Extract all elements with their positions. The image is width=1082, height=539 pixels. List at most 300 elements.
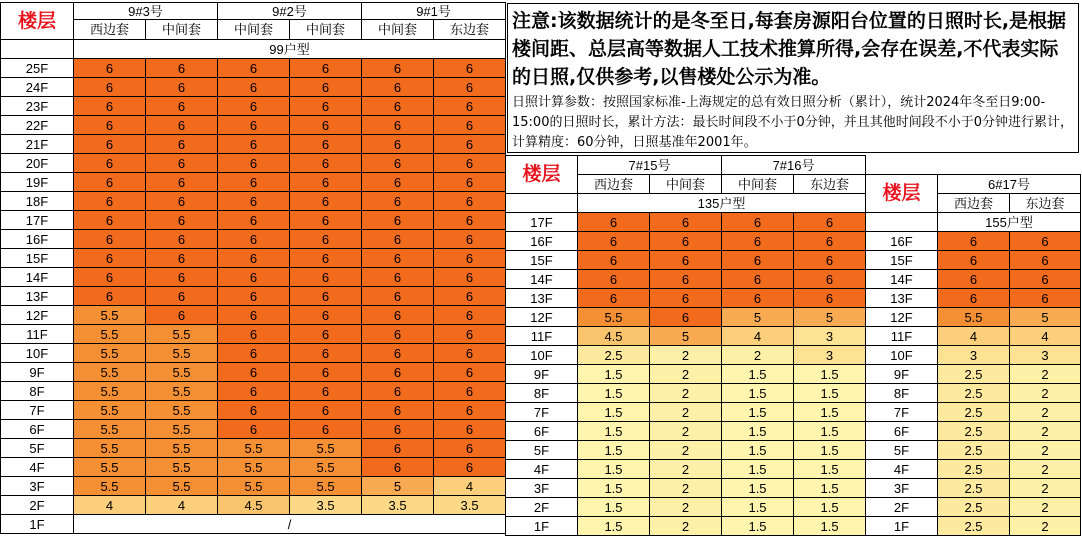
- sunlight-hours-cell: 2.5: [938, 460, 1010, 479]
- blank-cell: [506, 194, 578, 213]
- floor-label: 7F: [866, 403, 938, 422]
- table-row: [506, 232, 866, 251]
- sunlight-hours-cell: 1.5: [578, 460, 650, 479]
- table-row: [1, 363, 506, 382]
- sunlight-hours-cell: 6: [434, 306, 506, 325]
- sunlight-hours-cell: 1.5: [722, 403, 794, 422]
- table-row: [1, 78, 506, 97]
- table-row: [1, 344, 506, 363]
- sunlight-hours-cell: 1.5: [722, 422, 794, 441]
- sunlight-hours-cell: 2: [1010, 422, 1081, 441]
- sunlight-hours-cell: 4.5: [218, 496, 290, 515]
- floor-label: 13F: [506, 289, 578, 308]
- sunlight-hours-cell: 4: [74, 496, 146, 515]
- table-row: [866, 479, 1081, 498]
- sunlight-hours-cell: 1.5: [722, 517, 794, 536]
- table-row: [1, 287, 506, 306]
- sunlight-hours-cell: 6: [218, 287, 290, 306]
- blank-cell: [866, 213, 938, 232]
- table-row: [866, 441, 1081, 460]
- table-row: [506, 498, 866, 517]
- sunlight-hours-cell: 5: [362, 477, 434, 496]
- sunlight-hours-cell: 1.5: [578, 517, 650, 536]
- floor-label: 8F: [1, 382, 74, 401]
- table-row: [866, 384, 1081, 403]
- sunlight-hours-cell: 6: [146, 173, 218, 192]
- table-row: [1, 59, 506, 78]
- sunlight-hours-cell: 3: [794, 327, 866, 346]
- table-row: [1, 249, 506, 268]
- table-row: [866, 422, 1081, 441]
- building-header: 9#2号: [218, 3, 362, 20]
- sunlight-hours-cell: 6: [218, 78, 290, 97]
- sunlight-hours-cell: 6: [74, 78, 146, 97]
- table-row: [1, 401, 506, 420]
- sunlight-hours-cell: 6: [218, 344, 290, 363]
- sunlight-hours-cell: 6: [290, 268, 362, 287]
- sunlight-hours-cell: 6: [434, 97, 506, 116]
- floor-label: 4F: [866, 460, 938, 479]
- floor-label: 6F: [866, 422, 938, 441]
- sunlight-hours-cell: 6: [362, 211, 434, 230]
- sunlight-hours-cell: 6: [362, 59, 434, 78]
- sunlight-hours-cell: 6: [794, 270, 866, 289]
- sunlight-hours-cell: 5: [650, 327, 722, 346]
- sunlight-hours-cell: 1.5: [794, 422, 866, 441]
- sunlight-hours-cell: 6: [146, 154, 218, 173]
- sunlight-hours-cell: 2.5: [938, 365, 1010, 384]
- sunlight-hours-cell: 6: [74, 116, 146, 135]
- sunlight-hours-cell: 6: [290, 325, 362, 344]
- floor-label: 3F: [506, 479, 578, 498]
- floor-label: 10F: [506, 346, 578, 365]
- sunlight-hours-cell: 6: [146, 116, 218, 135]
- floor-label: 18F: [1, 192, 74, 211]
- table-row: [866, 327, 1081, 346]
- sunlight-hours-cell: 4: [722, 327, 794, 346]
- sunlight-hours-cell: 1.5: [794, 365, 866, 384]
- sunlight-hours-cell: 5.5: [146, 477, 218, 496]
- table-row: [506, 308, 866, 327]
- unit-header: 东边套: [794, 175, 866, 194]
- sunlight-hours-cell: 6: [1010, 251, 1081, 270]
- sunlight-hours-cell: 6: [362, 306, 434, 325]
- sunlight-hours-cell: 2.5: [938, 422, 1010, 441]
- floor-label: 4F: [1, 458, 74, 477]
- sunlight-hours-cell: 6: [290, 211, 362, 230]
- sunlight-hours-cell: 1.5: [578, 403, 650, 422]
- sunlight-hours-cell: 6: [362, 78, 434, 97]
- sunlight-hours-cell: 5: [722, 308, 794, 327]
- sunlight-hours-cell: 3.5: [290, 496, 362, 515]
- floor-label: 4F: [506, 460, 578, 479]
- sunlight-hours-cell: 1.5: [794, 384, 866, 403]
- table-row: [1, 154, 506, 173]
- sunlight-hours-cell: 6: [362, 135, 434, 154]
- sunlight-hours-cell: 3.5: [434, 496, 506, 515]
- sunlight-hours-cell: 6: [74, 230, 146, 249]
- sunlight-hours-cell: 1.5: [578, 441, 650, 460]
- sunlight-hours-cell: 6: [434, 268, 506, 287]
- sunlight-hours-cell: 6: [218, 173, 290, 192]
- sunlight-hours-cell: 6: [938, 251, 1010, 270]
- sunlight-hours-cell: 2.5: [938, 479, 1010, 498]
- floor-label: 15F: [506, 251, 578, 270]
- sunlight-hours-cell: 6: [362, 344, 434, 363]
- sunlight-hours-cell: 6: [434, 287, 506, 306]
- sunlight-hours-cell: 6: [290, 344, 362, 363]
- sunlight-hours-cell: 4: [938, 327, 1010, 346]
- table-row: [506, 441, 866, 460]
- sunlight-hours-cell: 6: [362, 382, 434, 401]
- sunlight-hours-cell: 6: [74, 268, 146, 287]
- sunlight-hours-cell: 6: [146, 268, 218, 287]
- sunlight-hours-cell: 6: [434, 59, 506, 78]
- sunlight-hours-cell: 6: [74, 192, 146, 211]
- sunlight-hours-cell: 6: [362, 97, 434, 116]
- table-row: [866, 308, 1081, 327]
- sunlight-hours-cell: 5.5: [74, 306, 146, 325]
- floor-header: 楼层: [866, 175, 938, 213]
- sunlight-hours-cell: 6: [1010, 270, 1081, 289]
- sunlight-hours-cell: 1.5: [578, 422, 650, 441]
- sunlight-hours-cell: 5.5: [74, 363, 146, 382]
- floor-label: 17F: [1, 211, 74, 230]
- sunlight-hours-cell: 6: [434, 382, 506, 401]
- unit-header: 西边套: [938, 194, 1010, 213]
- sunlight-hours-cell: 2: [1010, 403, 1081, 422]
- sunlight-hours-cell: 2: [1010, 479, 1081, 498]
- sunlight-hours-cell: 6: [650, 308, 722, 327]
- sunlight-hours-cell: 1.5: [578, 479, 650, 498]
- sunlight-hours-cell: 6: [650, 232, 722, 251]
- floor-label: 9F: [506, 365, 578, 384]
- sunlight-hours-cell: 6: [74, 249, 146, 268]
- sunlight-hours-cell: 1.5: [794, 441, 866, 460]
- sunlight-hours-cell: 6: [146, 192, 218, 211]
- sunlight-hours-cell: 6: [218, 154, 290, 173]
- sunlight-hours-cell: 1.5: [578, 384, 650, 403]
- sunlight-hours-cell: 5.5: [578, 308, 650, 327]
- table-row: [506, 270, 866, 289]
- building-header: 7#16号: [722, 156, 866, 175]
- floor-label: 16F: [506, 232, 578, 251]
- sunlight-hours-cell: 6: [434, 154, 506, 173]
- sunlight-hours-cell: 6: [290, 401, 362, 420]
- sunlight-hours-cell: 6: [434, 211, 506, 230]
- unit-header: 西边套: [74, 20, 146, 40]
- sunlight-hours-cell: 1.5: [722, 384, 794, 403]
- sunlight-hours-cell: 6: [218, 116, 290, 135]
- sunlight-hours-cell: 3: [794, 346, 866, 365]
- floor-label: 21F: [1, 135, 74, 154]
- floor-label: 22F: [1, 116, 74, 135]
- sunlight-hours-cell: 5.5: [218, 477, 290, 496]
- sunlight-hours-cell: 6: [938, 289, 1010, 308]
- unit-type-header: 99户型: [74, 40, 506, 59]
- sunlight-hours-cell: 5.5: [146, 420, 218, 439]
- sunlight-hours-cell: 5.5: [146, 363, 218, 382]
- unit-header: 西边套: [578, 175, 650, 194]
- floor-label: 7F: [506, 403, 578, 422]
- sunlight-hours-cell: 6: [362, 325, 434, 344]
- floor-label: 1F: [866, 517, 938, 536]
- floor-label: 17F: [506, 213, 578, 232]
- sunlight-hours-cell: 6: [1010, 232, 1081, 251]
- table-row: [1, 325, 506, 344]
- floor-label: 16F: [866, 232, 938, 251]
- table-row: [1, 477, 506, 496]
- floor-label: 15F: [1, 249, 74, 268]
- floor-label: 6F: [506, 422, 578, 441]
- sunlight-hours-cell: 3: [1010, 346, 1081, 365]
- table-row: [506, 213, 866, 232]
- floor-label: 3F: [1, 477, 74, 496]
- sunlight-hours-cell: 2.5: [938, 384, 1010, 403]
- building-header: 9#3号: [74, 3, 218, 20]
- sunlight-hours-cell: 6: [650, 213, 722, 232]
- sunlight-hours-cell: 6: [290, 192, 362, 211]
- sunlight-table-155: [865, 174, 1081, 536]
- floor-label: 25F: [1, 59, 74, 78]
- sunlight-table-135: [505, 155, 866, 536]
- blank-cell: [1, 40, 74, 59]
- unit-type-header: 135户型: [578, 194, 866, 213]
- sunlight-hours-cell: 6: [218, 249, 290, 268]
- table-row: [506, 517, 866, 536]
- sunlight-hours-cell: 6: [434, 192, 506, 211]
- sunlight-hours-cell: 6: [434, 78, 506, 97]
- sunlight-hours-cell: 6: [74, 97, 146, 116]
- sunlight-hours-cell: 6: [434, 116, 506, 135]
- table-row: [506, 346, 866, 365]
- sunlight-hours-cell: 6: [290, 97, 362, 116]
- table-row: [506, 403, 866, 422]
- floor-label: 9F: [866, 365, 938, 384]
- sunlight-hours-cell: 6: [434, 325, 506, 344]
- floor-label: 8F: [506, 384, 578, 403]
- floor-label: 1F: [506, 517, 578, 536]
- sunlight-hours-cell: 2: [650, 460, 722, 479]
- sunlight-hours-cell: 5.5: [146, 439, 218, 458]
- sunlight-hours-cell: 6: [74, 154, 146, 173]
- sunlight-hours-cell: 2: [650, 441, 722, 460]
- sunlight-hours-cell: 1.5: [722, 498, 794, 517]
- floor-label: 3F: [866, 479, 938, 498]
- sunlight-hours-cell: 6: [578, 289, 650, 308]
- floor-label: 5F: [1, 439, 74, 458]
- sunlight-hours-cell: 5.5: [146, 325, 218, 344]
- sunlight-hours-cell: 5.5: [74, 325, 146, 344]
- floor-label: 10F: [866, 346, 938, 365]
- sunlight-hours-cell: 6: [938, 232, 1010, 251]
- table-body: [1, 3, 506, 534]
- sunlight-hours-cell: 6: [362, 154, 434, 173]
- floor-label: 15F: [866, 251, 938, 270]
- table-row: [1, 135, 506, 154]
- sunlight-hours-cell: 6: [290, 59, 362, 78]
- sunlight-hours-cell: 6: [218, 192, 290, 211]
- table-row: [866, 403, 1081, 422]
- sunlight-hours-cell: 2: [650, 422, 722, 441]
- sunlight-hours-cell: 6: [794, 232, 866, 251]
- sunlight-hours-cell: 6: [146, 59, 218, 78]
- sunlight-hours-cell: 6: [722, 232, 794, 251]
- sunlight-hours-cell: 6: [362, 230, 434, 249]
- floor-label: 16F: [1, 230, 74, 249]
- sunlight-hours-cell: 6: [218, 363, 290, 382]
- table-row: [1, 458, 506, 477]
- table-row: [1, 515, 506, 534]
- sunlight-hours-cell: 2: [1010, 441, 1081, 460]
- sunlight-hours-cell: 6: [362, 192, 434, 211]
- table-row: [1, 306, 506, 325]
- sunlight-hours-cell: 6: [362, 249, 434, 268]
- sunlight-hours-cell: 5.5: [290, 477, 362, 496]
- sunlight-hours-cell: 5.5: [74, 420, 146, 439]
- floor-label: 2F: [506, 498, 578, 517]
- sunlight-hours-cell: 6: [218, 135, 290, 154]
- sunlight-hours-cell: 6: [218, 420, 290, 439]
- sunlight-hours-cell: 6: [722, 270, 794, 289]
- sunlight-hours-cell: 6: [218, 306, 290, 325]
- sunlight-hours-cell: 6: [794, 213, 866, 232]
- floor-label: 13F: [1, 287, 74, 306]
- table-row: [866, 517, 1081, 536]
- sunlight-hours-cell: 6: [290, 382, 362, 401]
- table-row: [506, 422, 866, 441]
- sunlight-hours-cell: 6: [578, 232, 650, 251]
- sunlight-hours-cell: 6: [146, 306, 218, 325]
- sunlight-hours-cell: 6: [434, 344, 506, 363]
- sunlight-hours-cell: 6: [146, 249, 218, 268]
- floor-label: 14F: [1, 268, 74, 287]
- sunlight-hours-cell: 2: [650, 498, 722, 517]
- unit-header: 中间套: [290, 20, 362, 40]
- table-row: [1, 97, 506, 116]
- unit-type-header: 155户型: [938, 213, 1081, 232]
- unit-header: 中间套: [218, 20, 290, 40]
- sunlight-hours-cell: 6: [362, 268, 434, 287]
- sunlight-hours-cell: 6: [1010, 289, 1081, 308]
- sunlight-hours-cell: 6: [218, 97, 290, 116]
- table-row: [1, 420, 506, 439]
- table-row: [866, 346, 1081, 365]
- sunlight-hours-cell: 4: [146, 496, 218, 515]
- sunlight-hours-cell: 6: [794, 289, 866, 308]
- floor-label: 24F: [1, 78, 74, 97]
- table-row: [506, 251, 866, 270]
- notice-box: [507, 3, 1079, 153]
- table-row: [506, 384, 866, 403]
- sunlight-hours-cell: 5.5: [290, 439, 362, 458]
- table-row: [506, 327, 866, 346]
- sunlight-hours-cell: 6: [290, 287, 362, 306]
- table-row: [866, 251, 1081, 270]
- table-row: [1, 211, 506, 230]
- table-row: [506, 289, 866, 308]
- sunlight-hours-cell: 6: [290, 230, 362, 249]
- sunlight-hours-cell: 6: [146, 230, 218, 249]
- sunlight-hours-cell: 1.5: [578, 365, 650, 384]
- sunlight-hours-cell: 6: [650, 289, 722, 308]
- sunlight-hours-cell: 1.5: [722, 365, 794, 384]
- sunlight-hours-cell: 6: [218, 59, 290, 78]
- sunlight-hours-cell: 6: [434, 173, 506, 192]
- sunlight-hours-cell: 1.5: [794, 517, 866, 536]
- sunlight-hours-cell: 6: [434, 458, 506, 477]
- sunlight-hours-cell: 1.5: [722, 479, 794, 498]
- sunlight-hours-cell: 5: [794, 308, 866, 327]
- sunlight-hours-cell: 6: [290, 173, 362, 192]
- sunlight-hours-cell: 6: [362, 458, 434, 477]
- sunlight-hours-cell: 5.5: [218, 458, 290, 477]
- sunlight-hours-cell: 6: [722, 289, 794, 308]
- unit-header: 中间套: [722, 175, 794, 194]
- sunlight-hours-cell: 1.5: [794, 498, 866, 517]
- sunlight-hours-cell: 2.5: [938, 517, 1010, 536]
- table-body: [866, 175, 1081, 536]
- floor-label: 20F: [1, 154, 74, 173]
- sunlight-hours-cell: 6: [434, 135, 506, 154]
- sunlight-hours-cell: 1.5: [794, 403, 866, 422]
- table-row: [1, 192, 506, 211]
- sunlight-hours-cell: 6: [74, 211, 146, 230]
- floor-label: 2F: [866, 498, 938, 517]
- sunlight-hours-cell: 6: [362, 173, 434, 192]
- sunlight-hours-cell: 5: [1010, 308, 1081, 327]
- sunlight-hours-cell: 5.5: [74, 439, 146, 458]
- floor-label: 2F: [1, 496, 74, 515]
- sunlight-hours-cell: 6: [578, 270, 650, 289]
- table-row: [866, 365, 1081, 384]
- building-header: 9#1号: [362, 3, 506, 20]
- sunlight-hours-cell: 6: [362, 439, 434, 458]
- sunlight-hours-cell: 6: [290, 78, 362, 97]
- sunlight-hours-cell: 1.5: [794, 460, 866, 479]
- sunlight-hours-cell: 6: [650, 270, 722, 289]
- sunlight-hours-cell: 2: [1010, 498, 1081, 517]
- notice-main-text: 注意:该数据统计的是冬至日,每套房源阳台位置的日照时长,是根据楼间距、总层高等数据人工技术推算所得,会存在误差,不代表实际的日照,仅供参考,以售楼处公示为准。: [512, 10, 1067, 88]
- sunlight-hours-cell: 5.5: [74, 458, 146, 477]
- floor-label: 11F: [1, 325, 74, 344]
- floor-label: 9F: [1, 363, 74, 382]
- floor-header: 楼层: [506, 156, 578, 194]
- table-row: [506, 460, 866, 479]
- sunlight-hours-cell: 6: [578, 251, 650, 270]
- floor-label: 5F: [866, 441, 938, 460]
- sunlight-hours-cell: 2.5: [938, 498, 1010, 517]
- table-row: [506, 479, 866, 498]
- sunlight-table-99: [0, 2, 506, 534]
- sunlight-hours-cell: 5.5: [290, 458, 362, 477]
- sunlight-hours-cell: 6: [290, 116, 362, 135]
- sunlight-hours-cell: 5.5: [218, 439, 290, 458]
- sunlight-hours-cell: 2: [1010, 517, 1081, 536]
- table-row: [866, 270, 1081, 289]
- sunlight-hours-cell: 6: [434, 439, 506, 458]
- sunlight-hours-cell: 6: [434, 363, 506, 382]
- sunlight-hours-cell: 2: [650, 479, 722, 498]
- floor-label: 6F: [1, 420, 74, 439]
- sunlight-hours-cell: 6: [362, 363, 434, 382]
- sunlight-hours-cell: 6: [74, 173, 146, 192]
- sunlight-hours-cell: 6: [218, 325, 290, 344]
- unit-header: 东边套: [1010, 194, 1081, 213]
- floor-label: 14F: [506, 270, 578, 289]
- sunlight-hours-cell: 6: [74, 135, 146, 154]
- sunlight-hours-cell: 1.5: [722, 441, 794, 460]
